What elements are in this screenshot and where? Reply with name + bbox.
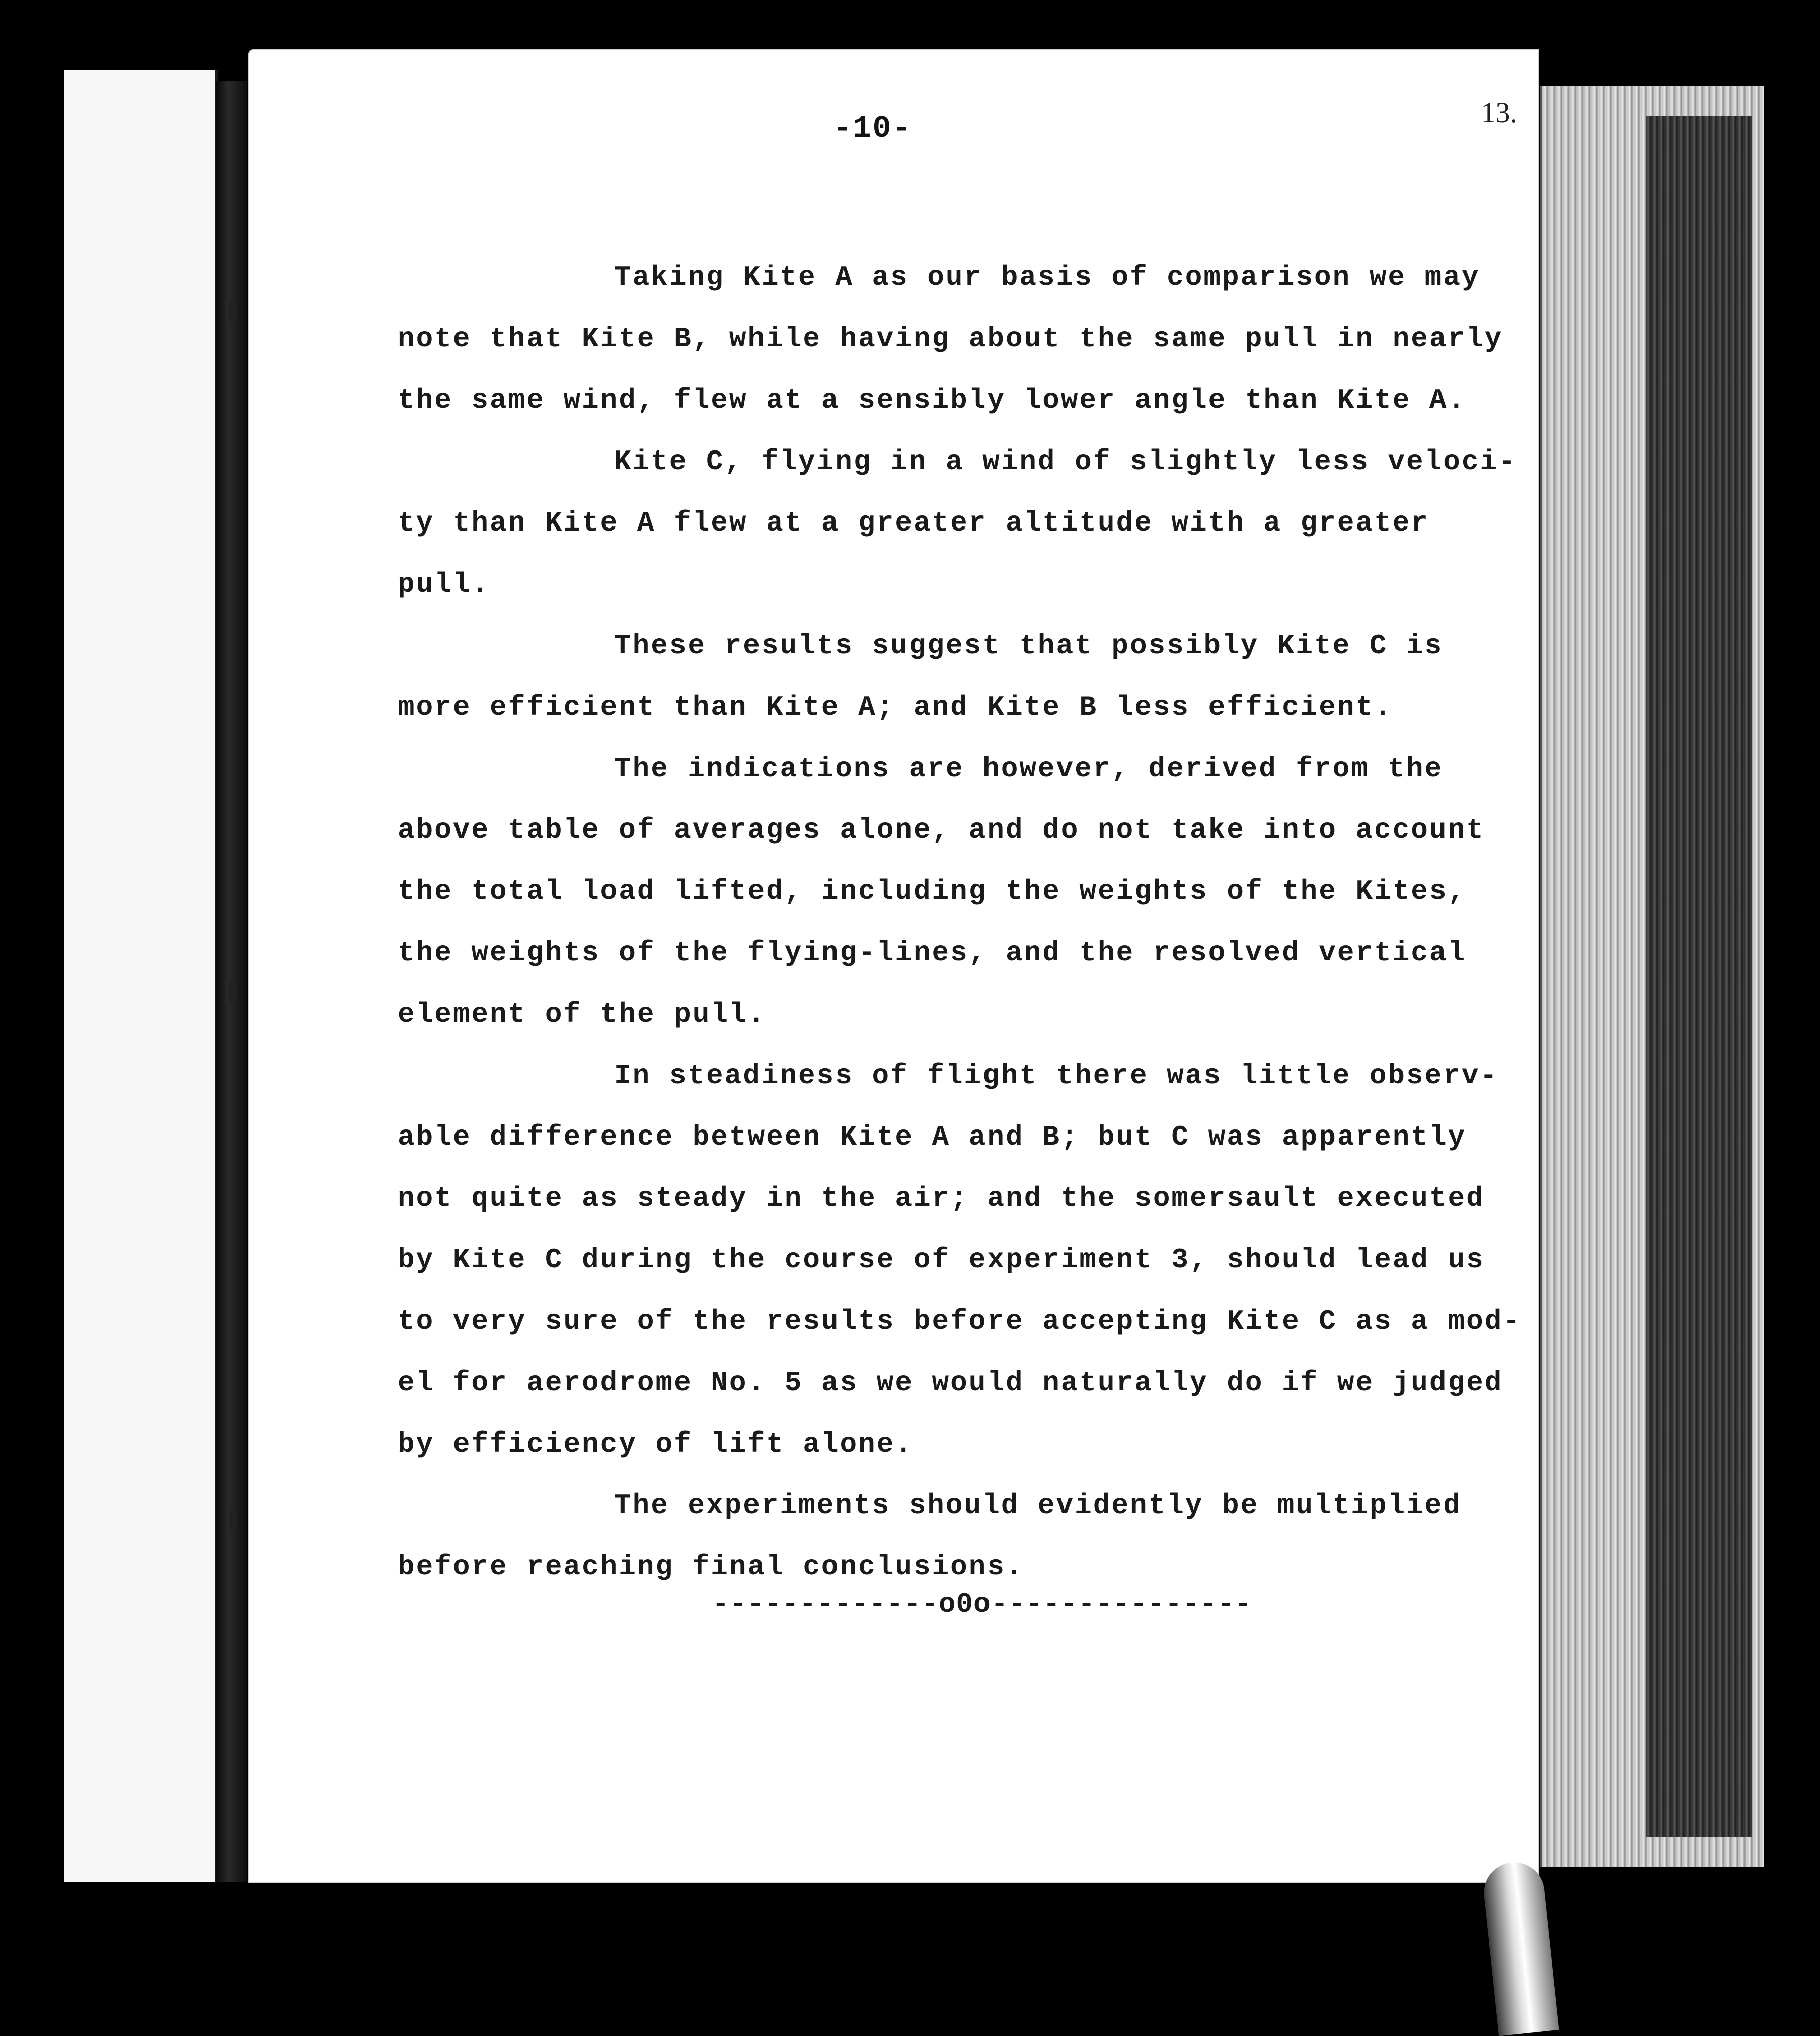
page-stack-shadow	[1646, 116, 1752, 1837]
paragraph	[398, 431, 1535, 615]
text-line: not quite as steady in the air; and the somersault executed	[398, 1182, 1485, 1215]
text-line: ty than Kite A flew at a greater altitude with a greater	[398, 507, 1429, 539]
paragraph	[398, 1045, 1535, 1475]
text-line: pull.	[398, 568, 490, 600]
text-line: Taking Kite A as our basis of comparison we may	[614, 261, 1480, 293]
text-line: element of the pull.	[398, 998, 767, 1030]
text-line: The experiments should evidently be multiplied	[614, 1489, 1462, 1522]
text-line: before reaching final conclusions.	[398, 1551, 1024, 1583]
text-line: the weights of the flying-lines, and the resolved vertical	[398, 937, 1467, 969]
binding-mark	[229, 1510, 236, 1530]
document-page	[249, 50, 1538, 1882]
text-line: by Kite C during the course of experiment 3, should lead us	[398, 1244, 1485, 1276]
text-line: able difference between Kite A and B; but C was apparently	[398, 1121, 1467, 1153]
paragraph	[398, 1475, 1535, 1598]
text-line: the total load lifted, including the weights of the Kites,	[398, 875, 1467, 908]
paragraph	[398, 738, 1535, 1045]
text-line: Kite C, flying in a wind of slightly less veloci-	[614, 445, 1517, 478]
end-rule: -------------o0o---------------	[712, 1588, 1252, 1620]
text-line: the same wind, flew at a sensibly lower angle than Kite A.	[398, 384, 1467, 416]
binding-mark	[229, 982, 236, 1002]
facing-page-left	[64, 70, 218, 1882]
text-line: The indications are however, derived from the	[614, 752, 1444, 785]
paragraph	[398, 615, 1535, 738]
text-line: to very sure of the results before accepting Kite C as a mod-	[398, 1305, 1522, 1337]
body-text	[398, 247, 1535, 1598]
text-line: el for aerodrome No. 5 as we would naturally do if we judged	[398, 1367, 1503, 1399]
text-line: more efficient than Kite A; and Kite B less efficient.	[398, 691, 1393, 723]
paragraph	[398, 247, 1535, 431]
text-line: These results suggest that possibly Kite C is	[614, 630, 1444, 662]
text-line: above table of averages alone, and do not take into account	[398, 814, 1485, 846]
text-line: In steadiness of flight there was little observ-	[614, 1060, 1499, 1092]
text-line: by efficiency of lift alone.	[398, 1428, 914, 1460]
folio-number: 13.	[1481, 96, 1518, 129]
text-line: note that Kite B, while having about the same pull in nearly	[398, 323, 1503, 355]
pen-pointer	[1481, 1860, 1559, 2036]
typed-page-number: -10-	[833, 111, 912, 146]
binding-mark	[229, 302, 236, 322]
